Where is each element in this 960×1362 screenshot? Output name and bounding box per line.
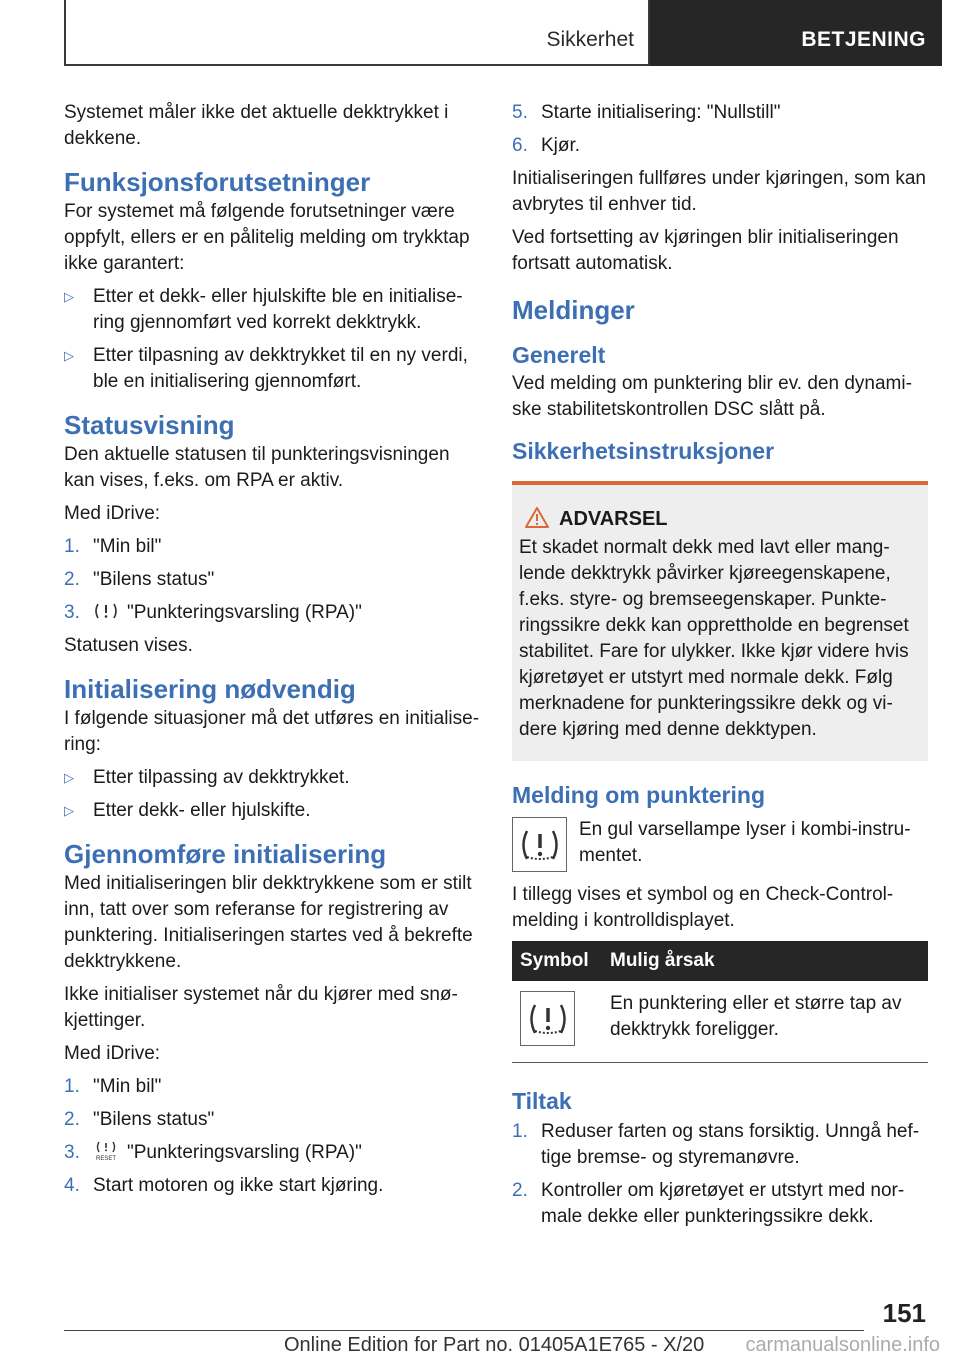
list-item: 1. "Min bil" [64,1076,162,1097]
puncture-extra-text: I tillegg vises et symbol og en Check-Control-melding i kontrolldisplayet. [512,884,894,931]
status-steps [64,534,480,626]
status-text: Den aktuelle statusen til punkteringsvisningen kan vises, f.eks. om RPA er aktiv. [64,444,450,491]
warning-box [512,481,928,761]
intro-text: Systemet måler ikke det aktuelle dekktrykket i dekkene. [64,102,449,149]
list-item: 2. "Bilens status" [64,1109,215,1130]
triangle-bullet-icon: ▷ [64,770,74,785]
list-item: ▷ Etter et dekk- eller hjulskifte ble en initialise-ring gjennomført ved korrekt dekktrykk. [64,286,463,333]
table-cell-cause: En punktering eller et større tap av dekktrykk foreligger. [602,981,928,1063]
general-text: Ved melding om punktering blir ev. den dynami-ske stabilitetskontrollen DSC slått på. [512,373,912,420]
init-needed-text: I følgende situasjoner må det utføres en initialise-ring: [64,708,480,755]
puncture-lamp-text: En gul varsellampe lyser i kombi-instru-mentet. [579,819,911,866]
heading-general: Generelt [512,342,606,368]
status-idrive: Med iDrive: [64,503,161,524]
list-item: 4. Start motoren og ikke start kjøring. [64,1175,384,1196]
warning-triangle-icon [525,507,549,528]
prereq-text: For systemet må følgende forutsetninger være oppfylt, ellers er en pålitelig melding om trykktap ikke garantert: [64,201,470,274]
list-item: ▷ Etter tilpassing av dekktrykket. [64,765,480,791]
puncture-lamp-row [512,817,928,872]
list-item: 6. Kjør. [512,135,581,156]
measures-list [512,1119,928,1230]
perform-steps-continued [512,100,928,159]
heading-messages: Meldinger [512,295,635,325]
heading-prerequisites: Funksjonsforutsetninger [64,167,371,197]
page-number: 151 [882,1298,926,1328]
triangle-bullet-icon: ▷ [64,803,74,818]
section-tab [64,0,650,66]
prereq-list [64,284,480,395]
perform-cont-text1: Initialiseringen fullføres under kjøringen, som kan avbrytes til enhver tid. [512,168,926,215]
perform-text: Med initialiseringen blir dekktrykkene som er stilt inn, tatt over som referanse for registrering av punktering. Initialiseringen startes ved å bekrefte dekktrykkene. [64,873,473,972]
svg-text:RESET: RESET [95,1156,117,1161]
puncture-symbol-icon [520,991,575,1046]
triangle-bullet-icon: ▷ [64,348,74,363]
list-item: 5. Starte initialisering: "Nullstill" [512,102,781,123]
puncture-warning-icon [512,817,567,872]
symbol-table [512,941,928,1063]
warning-title: ADVARSEL [525,507,921,531]
perform-note: Ikke initialiser systemet når du kjører med snø-kjettinger. [64,984,458,1031]
heading-puncture-message: Melding om punktering [512,782,765,808]
triangle-bullet-icon: ▷ [64,289,74,304]
list-item: 2. Kontroller om kjøretøyet er utstyrt med nor-male dekke eller punkteringssikre dekk. [512,1180,905,1227]
chapter-tab [650,0,942,66]
col-header-symbol: Symbol [512,941,602,981]
heading-perform-init: Gjennomføre initialisering [64,839,387,869]
list-item: ▷ Etter tilpasning av dekktrykket til en ny verdi, ble en initialisering gjennomført. [64,345,468,392]
heading-measures: Tiltak [512,1088,572,1114]
chapter-title: BETJENING [801,28,926,51]
edition-text: Online Edition for Part no. 01405A1E765 - X/20 [284,1334,705,1356]
left-column [64,100,480,1206]
list-item: ▷ Etter dekk- eller hjulskifte. [64,798,480,824]
perform-cont-text2: Ved fortsetting av kjøringen blir initialiseringen fortsatt automatisk. [512,227,899,274]
right-column [512,100,928,1237]
perform-idrive: Med iDrive: [64,1043,161,1064]
watermark: carmanualsonline.info [745,1334,940,1356]
list-item: 3. "Punkteringsvarsling (RPA)" [64,602,362,623]
init-list [64,765,480,824]
list-item: 2. "Bilens status" [64,569,215,590]
list-item: 1. "Min bil" [64,536,162,557]
page-footer [64,1334,940,1362]
perform-steps [64,1074,480,1199]
heading-init-needed: Initialisering nødvendig [64,674,356,704]
table-header-row [512,941,928,981]
table-row [512,981,928,1063]
col-header-cause: Mulig årsak [602,941,928,981]
list-item: 3. RESET "Punkteringsvarsling (RPA)" [64,1142,362,1163]
list-item: 1. Reduser farten og stans forsiktig. Unngå hef-tige bremse- og styremanøvre. [512,1121,920,1168]
heading-status: Statusvisning [64,410,235,440]
warning-text: Et skadet normalt dekk med lavt eller mang-lende dekktrykk påvirker kjøreegenskapene, f.eks. styre- og bremseegenskaper. Punkte-ringssikre dekk kan opprettholde en begrenset stabilitet. Fare for ulykker. Ikke kjør videre hvis kjøretøyet er utstyrt med normale dekk. Følg merknadene for punkteringssikre dekk og vi-dere kjøring med denne dekktypen. [519,537,909,740]
heading-safety: Sikkerhetsinstruksjoner [512,438,775,464]
section-title: Sikkerhet [546,28,634,51]
tire-reset-icon [93,1141,119,1161]
tire-warning-icon [93,601,119,621]
footer-divider [64,1330,864,1331]
page-header [64,0,942,66]
status-shown: Statusen vises. [64,635,193,656]
